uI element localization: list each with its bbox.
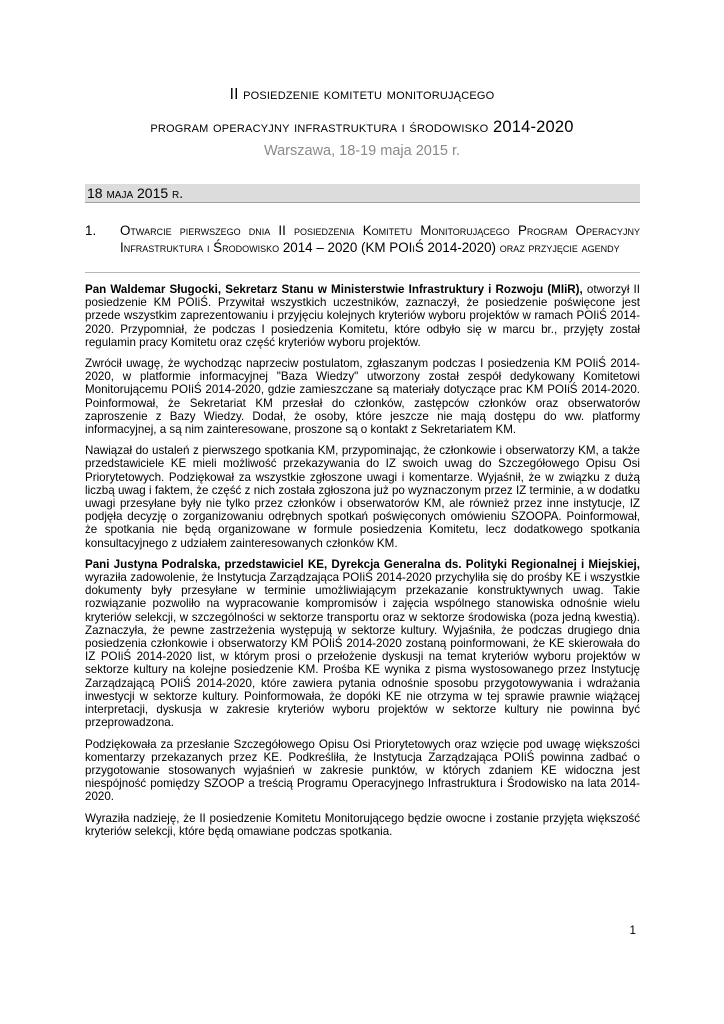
speaker-name-1: Pan Waldemar Sługocki, Sekretarz Stanu w Ministerstwie Infrastruktury i Rozwoju (MIiR), [85, 283, 583, 296]
program-title-prefix: program operacyjny infrastruktura i środowisko [150, 119, 493, 136]
paragraph-3: Nawiązał do ustaleń z pierwszego spotkania KM, przypominając, że członkowie i obserwatorzy KM, a także przedstawiciele KE mieli możliwość przekazywania do IZ swoich uwag do Szczegółowego Opisu Osi Priorytetowych. Podziękował za wszystkie zgłoszone uwagi i komentarze. Wyjaśnił, że w związku z dużą liczbą uwag i faktem, że część z nich została zgłoszona już po wyznaczonym przez IZ terminie, a w dodatku uwagi przesyłane były nie tylko przez członków i obserwatorów KM, ale również przez inne instytucje, IZ podjęła decyzję o zorganizowaniu odrębnych spotkań poświęconych omówieniu SZOOPA. Poinformował, że spotkania nie będą organizowane w formule posiedzenia Komitetu, lecz dodatkowego spotkania konsultacyjnego z udziałem zainteresowanych członków KM. [85, 444, 640, 550]
paragraph-1-text: otworzył II posiedzenie KM POIiŚ. Przywitał wszystkich uczestników, zaznaczył, że posiedzenie poświęcone jest przede wszystkim zaprezentowaniu i przyjęciu kolejnych kryteriów wyboru projektów w ramach POIiŚ 2014-2020. Przypomniał, że podczas I posiedzenia Komitetu, które odbyło się w marcu br., przyjęty został regulamin pracy Komitetu oraz część kryteriów wyboru projektów. [85, 283, 640, 349]
date-bar-label: 18 maja 2015 r. [87, 185, 184, 201]
document-title: II posiedzenie komitetu monitorującego [229, 86, 495, 103]
paragraph-4 [85, 558, 640, 730]
heading-divider [85, 272, 640, 273]
location-date: Warszawa, 18-19 maja 2015 r. [263, 143, 461, 159]
paragraph-2: Zwrócił uwagę, że wychodząc naprzeciw postulatom, zgłaszanym podczas I posiedzenia KM POIiŚ 2014-2020, w platformie informacyjnej "Baza Wiedzy" utworzony został zespół dedykowany Komitetowi Monitorującemu POIiŚ 2014-2020, gdzie zamieszczane są materiały dotyczące prac KM POIiŚ 2014-2020. Poinformował, że Sekretariat KM przesłał do członków, zastępców członków oraz obserwatorów zaproszenie z Bazy Wiedzy. Dodał, że osoby, które jeszcze nie mają dostępu do ww. platformy informacyjnej, a są nim zainteresowane, proszone są o kontakt z Sekretariatem KM. [85, 357, 640, 437]
section-number: 1. [85, 223, 97, 238]
program-title-years: 2014-2020 [492, 118, 574, 136]
paragraph-4-text: wyraziła zadowolenie, że Instytucja Zarządzająca POIiŚ 2014-2020 przychyliła się do prośby KE i wszystkie dokumenty były przesyłane w terminie umożliwiającym przekazanie konstruktywnych uwag. Takie rozwiązanie pozwoliło na wypracowanie kompromisów i zajęcia wspólnego stanowiska odnośnie wielu kryteriów selekcji, w szczególności w sektorze transportu oraz w sektorze środowiska (poza jedną kwestią). Zaznaczyła, że pewne zastrzeżenia występują w sektorze kultury. Wyjaśniła, że podczas drugiego dnia posiedzenia członkowie i obserwatorzy KM POIiŚ 2014-2020 zostaną poinformowani, że KE skierowała do IZ POIiŚ 2014-2020 list, w którym prosi o przełożenie dyskusji na temat kryteriów wyboru projektów w sektorze kultury na kolejne posiedzenie KM. Prośba KE wynika z pisma wystosowanego przez Instytucję Zarządzającą POIiŚ 2014-2020, które zawiera pytania odnośnie sposobu przygotowywania i wdrażania inwestycji w sektorze kultury. Poinformowała, że dopóki KE nie otrzyma w tej sprawie prawnie wiążącej interpretacji, dyskusja w zakresie kryteriów wyboru projektów w sektorze kultury nie powinna być przeprowadzona. [85, 571, 640, 730]
page-number: 1 [629, 924, 636, 937]
paragraph-6: Wyraziła nadzieję, że II posiedzenie Komitetu Monitorującego będzie owocne i zostanie przyjęta większość kryteriów selekcji, które będą omawiane podczas spotkania. [85, 811, 640, 838]
section-title: Otwarcie pierwszego dnia II posiedzenia Komitetu Monitorującego Program Operacyjny Infrastruktura i Środowisko 2014 – 2020 (KM POIiŚ 2014-2020) oraz przyjęcie agendy [120, 223, 640, 255]
program-title [0, 118, 724, 137]
body-text [85, 283, 640, 846]
paragraph-1 [85, 283, 640, 349]
date-bar [85, 184, 640, 203]
paragraph-5: Podziękowała za przesłanie Szczegółowego Opisu Osi Priorytetowych oraz wzięcie pod uwagę większości komentarzy przekazanych przez KE. Podkreśliła, że Instytucja Zarządzająca POIiŚ powinna zadbać o przygotowanie stosowanych wyjaśnień w zakresie punktów, w których zdaniem KE widoczna jest niespójność pomiędzy SZOOP a treścią Programu Operacyjnego Infrastruktura i Środowisko na lata 2014-2020. [85, 737, 640, 804]
speaker-name-2: Pani Justyna Podralska, przedstawiciel KE, Dyrekcja Generalna ds. Polityki Regionalnej i Miejskiej, [85, 557, 640, 571]
